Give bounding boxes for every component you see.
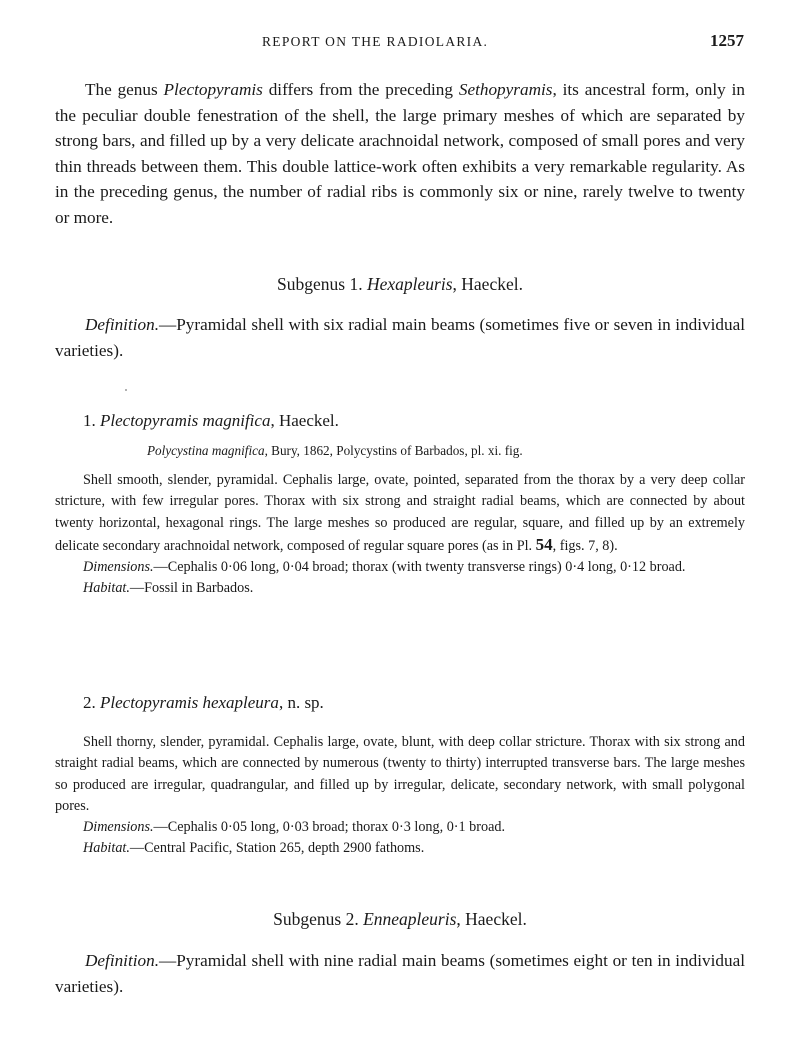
subgenus-1-name: Hexapleuris	[366, 274, 453, 294]
previous-genus-name: Sethopyramis	[458, 80, 553, 99]
species-2-dimensions: Dimensions.—Cephalis 0·05 long, 0·03 broad; thorax 0·3 long, 0·1 broad.	[83, 819, 506, 836]
page-number: 1257	[710, 31, 744, 50]
running-header	[0, 31, 800, 58]
definition-label: Definition.	[85, 315, 159, 334]
species-1-description: Shell smooth, slender, pyramidal. Cephalis large, ovate, pointed, separated from the thorax by a very deep collar stricture, with few irregular pores. Thorax with six strong and straight radial beams, which are connected by about twenty horizontal, hexagonal rings. The large meshes so produced are regular, square, and filled up by an extremely delicate secondary arachnoidal network, composed of regular square pores (as in Pl. 54, figs. 7, 8). Dimensions.—Cephalis 0·06 long, 0·04 broad; thorax (with twenty transverse rings) 0·4 long, 0·12 broad. Habitat.—Fossil in Barbados.	[55, 470, 745, 600]
print-speck	[125, 389, 127, 391]
species-1-dimensions: Dimensions.—Cephalis 0·06 long, 0·04 broad; thorax (with twenty transverse rings) 0·4 long, 0·12 broad.	[83, 559, 686, 576]
subgenus-2-definition: Definition.—Pyramidal shell with nine radial main beams (sometimes eight or ten in individual varieties).	[55, 951, 745, 996]
species-2-heading: 2. Plectopyramis hexapleura, n. sp.	[83, 693, 324, 712]
subgenus-2-name: Enneapleuris	[363, 909, 457, 929]
intro-paragraph: The genus Plectopyramis differs from the preceding Sethopyramis, its ancestral form, only in the peculiar double fenestration of the shell, the large primary meshes of which are separated by strong bars, and filled up by a very delicate arachnoidal network, composed of small pores and very thin threads between them. This double lattice-work often exhibits a very remarkable regularity. As in the preceding genus, the number of radial ribs is commonly six or nine, rarely twelve to twenty or more.	[55, 80, 745, 227]
subgenus-1-heading: Subgenus 1. Hexapleuris, Haeckel.	[277, 274, 523, 294]
species-2-name: Plectopyramis hexapleura	[100, 693, 279, 712]
plate-number: 54	[535, 534, 553, 554]
species-2-habitat: Habitat.—Central Pacific, Station 265, depth 2900 fathoms.	[83, 840, 425, 857]
species-2-description: Shell thorny, slender, pyramidal. Cephalis large, ovate, blunt, with deep collar stricture. Thorax with six strong and straight radial beams, which are connected by numerous (twenty to thirty) interrupted transverse bars. The large meshes so produced are irregular, quadrangular, and filled up by irregular, delicate, secondary network, with small polygonal pores. Dimensions.—Cephalis 0·05 long, 0·03 broad; thorax 0·3 long, 0·1 broad. Habitat.—Central Pacific, Station 265, depth 2900 fathoms.	[55, 732, 745, 860]
species-1-heading: 1. Plectopyramis magnifica, Haeckel.	[83, 411, 339, 430]
running-title: REPORT ON THE RADIOLARIA.	[262, 34, 489, 49]
species-1-name: Plectopyramis magnifica	[100, 411, 271, 430]
genus-name: Plectopyramis	[163, 80, 263, 99]
species-1-synonym-reference: Polycystina magnifica, Bury, 1862, Polycystins of Barbados, pl. xi. fig.	[147, 443, 523, 458]
subgenus-1-definition: Definition.—Pyramidal shell with six radial main beams (sometimes five or seven in individual varieties).	[55, 315, 745, 360]
species-1-habitat: Habitat.—Fossil in Barbados.	[83, 580, 254, 597]
subgenus-2-heading: Subgenus 2. Enneapleuris, Haeckel.	[273, 909, 527, 929]
definition-label: Definition.	[85, 951, 159, 970]
